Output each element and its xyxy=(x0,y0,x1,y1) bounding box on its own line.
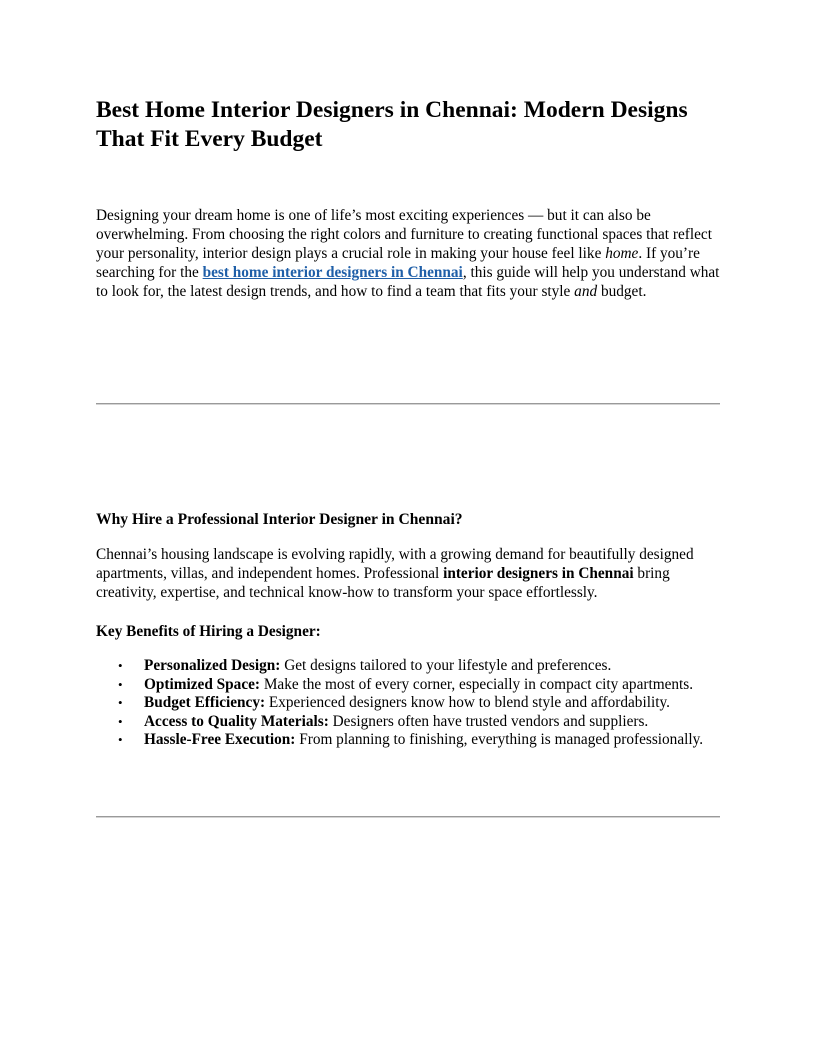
intro-paragraph xyxy=(96,206,722,301)
benefits-heading: Key Benefits of Hiring a Designer: xyxy=(96,623,321,640)
bullet-icon: • xyxy=(118,713,123,729)
intro-text-4: budget. xyxy=(597,283,647,300)
section-paragraph xyxy=(96,545,726,602)
section-heading: Why Hire a Professional Interior Designer in Chennai? xyxy=(96,511,463,528)
intro-text-3: , this guide will help you understand what to look for, the latest design trends, and how to find a team that fits your style xyxy=(96,264,720,300)
benefit-text: Get designs tailored to your lifestyle and preferences. xyxy=(280,657,612,674)
benefit-label: Optimized Space: xyxy=(144,675,260,693)
section-bold-text: interior designers in Chennai xyxy=(443,565,634,582)
horizontal-rule xyxy=(96,403,720,405)
horizontal-rule xyxy=(96,816,720,818)
intro-emphasis-home: home xyxy=(605,245,639,262)
intro-text-1: Designing your dream home is one of life’s most exciting experiences — but it can also be overwhelming. From choosing the right colors and furniture to creating functional spaces that reflect your personality, interior design plays a crucial role in making your house feel like xyxy=(96,207,712,262)
list-item xyxy=(96,731,726,750)
benefit-label: Personalized Design: xyxy=(144,657,281,674)
list-item xyxy=(96,676,726,695)
document-title: Best Home Interior Designers in Chennai: Modern Designs That Fit Every Budget xyxy=(96,97,688,152)
benefit-label: Access to Quality Materials: xyxy=(144,712,329,730)
interior-designers-link[interactable]: best home interior designers in Chennai xyxy=(202,264,463,281)
benefit-text: Experienced designers know how to blend style and affordability. xyxy=(265,694,670,711)
benefit-text: Make the most of every corner, especially in compact city apartments. xyxy=(260,675,694,693)
bullet-icon: • xyxy=(118,732,123,747)
section-text-1: Chennai’s housing landscape is evolving rapidly, with a growing demand for beautifully designed apartments, villas, and independent homes. Professional xyxy=(96,546,694,582)
benefit-text: Designers often have trusted vendors and suppliers. xyxy=(328,712,649,730)
list-item xyxy=(96,694,726,713)
benefit-text: From planning to finishing, everything is managed professionally. xyxy=(295,731,704,748)
bullet-icon: • xyxy=(118,676,123,692)
section-text-2: bring creativity, expertise, and technical know-how to transform your space effortlessly. xyxy=(96,565,670,601)
document-page xyxy=(96,96,722,748)
benefits-list xyxy=(96,657,726,750)
benefit-label: Budget Efficiency: xyxy=(144,694,266,711)
list-item xyxy=(96,713,726,732)
benefit-label: Hassle-Free Execution: xyxy=(144,731,296,748)
intro-emphasis-and: and xyxy=(574,283,598,300)
bullet-icon: • xyxy=(118,695,123,710)
intro-text-2: . If you’re searching for the xyxy=(96,245,700,281)
list-item xyxy=(96,657,726,676)
bullet-icon: • xyxy=(118,658,123,673)
